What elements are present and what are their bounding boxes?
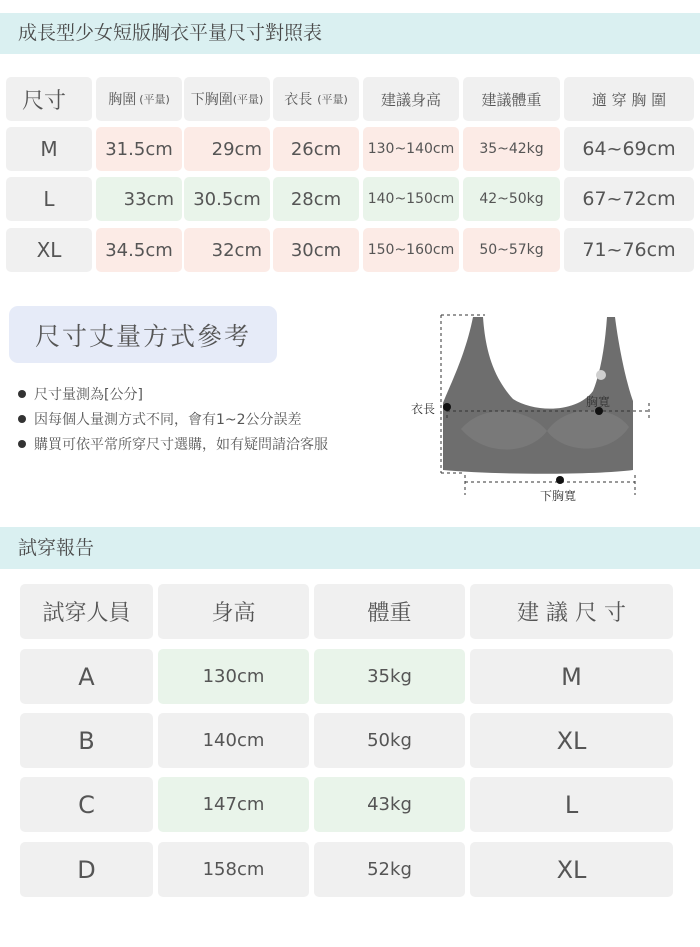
trial-weight-b: 50kg	[314, 713, 465, 768]
trial-report-banner	[0, 527, 700, 569]
size-chart-weight-m: 35~42kg	[463, 127, 560, 171]
measure-notes	[18, 381, 328, 456]
bra-illustration	[405, 305, 675, 510]
size-chart-header-size: 尺寸	[6, 77, 92, 121]
size-chart-fit-chest-xl: 71~76cm	[564, 228, 694, 272]
size-chart-size-m: M	[6, 127, 92, 171]
bullet-dot-icon	[18, 390, 26, 398]
label-underbust: 下胸寬	[540, 489, 577, 503]
size-chart-header-length: 衣長 (平量)	[273, 77, 359, 121]
size-chart-size-xl: XL	[6, 228, 92, 272]
trial-header-person: 試穿人員	[20, 584, 153, 639]
size-chart-underbust-l: 30.5cm	[184, 177, 270, 221]
trial-size-c: L	[470, 777, 673, 832]
trial-weight-d: 52kg	[314, 842, 465, 897]
size-chart-fit-chest-m: 64~69cm	[564, 127, 694, 171]
trial-size-d: XL	[470, 842, 673, 897]
size-chart-banner	[0, 13, 700, 54]
trial-height-c: 147cm	[158, 777, 309, 832]
size-chart-header-underbust: 下胸圍 (平量)	[184, 77, 270, 121]
size-chart-header-weight: 建議體重	[463, 77, 560, 121]
trial-size-a: M	[470, 649, 673, 704]
note-item: 尺寸量測為[公分]	[18, 381, 328, 406]
size-chart-header-fit-chest: 適 穿 胸 圍	[564, 77, 694, 121]
size-chart-length-m: 26cm	[273, 127, 359, 171]
size-chart-chest-xl: 34.5cm	[96, 228, 182, 272]
trial-height-b: 140cm	[158, 713, 309, 768]
note-item: 因每個人量測方式不同，會有1~2公分誤差	[18, 406, 328, 431]
measurement-diagram	[405, 305, 675, 510]
note-item: 購買可依平常所穿尺寸選購，如有疑問請洽客服	[18, 431, 328, 456]
trial-report-title: 試穿報告	[18, 537, 95, 559]
size-chart-chest-l: 33cm	[96, 177, 182, 221]
trial-size-b: XL	[470, 713, 673, 768]
measure-title: 尺寸丈量方式參考	[34, 321, 251, 351]
size-chart-height-l: 140~150cm	[363, 177, 459, 221]
size-chart-length-xl: 30cm	[273, 228, 359, 272]
measure-title-bubble	[9, 306, 277, 363]
size-chart-size-l: L	[6, 177, 92, 221]
size-chart-length-l: 28cm	[273, 177, 359, 221]
trial-person-c: C	[20, 777, 153, 832]
trial-height-a: 130cm	[158, 649, 309, 704]
trial-weight-c: 43kg	[314, 777, 465, 832]
trial-person-b: B	[20, 713, 153, 768]
size-chart-chest-m: 31.5cm	[96, 127, 182, 171]
label-length: 衣長	[411, 402, 436, 416]
size-chart-underbust-m: 29cm	[184, 127, 270, 171]
size-chart-height-xl: 150~160cm	[363, 228, 459, 272]
trial-person-d: D	[20, 842, 153, 897]
bullet-dot-icon	[18, 440, 26, 448]
size-chart-fit-chest-l: 67~72cm	[564, 177, 694, 221]
trial-person-a: A	[20, 649, 153, 704]
size-chart-title: 成長型少女短版胸衣平量尺寸對照表	[18, 22, 323, 44]
trial-header-weight: 體重	[314, 584, 465, 639]
size-chart-height-m: 130~140cm	[363, 127, 459, 171]
size-chart-underbust-xl: 32cm	[184, 228, 270, 272]
size-chart-weight-l: 42~50kg	[463, 177, 560, 221]
size-chart-weight-xl: 50~57kg	[463, 228, 560, 272]
trial-height-d: 158cm	[158, 842, 309, 897]
trial-header-height: 身高	[158, 584, 309, 639]
size-chart-header-height: 建議身高	[363, 77, 459, 121]
label-chest: 胸寬	[586, 395, 611, 409]
trial-weight-a: 35kg	[314, 649, 465, 704]
trial-header-size: 建 議 尺 寸	[470, 584, 673, 639]
bullet-dot-icon	[18, 415, 26, 423]
size-chart-header-chest: 胸圍 (平量)	[96, 77, 182, 121]
